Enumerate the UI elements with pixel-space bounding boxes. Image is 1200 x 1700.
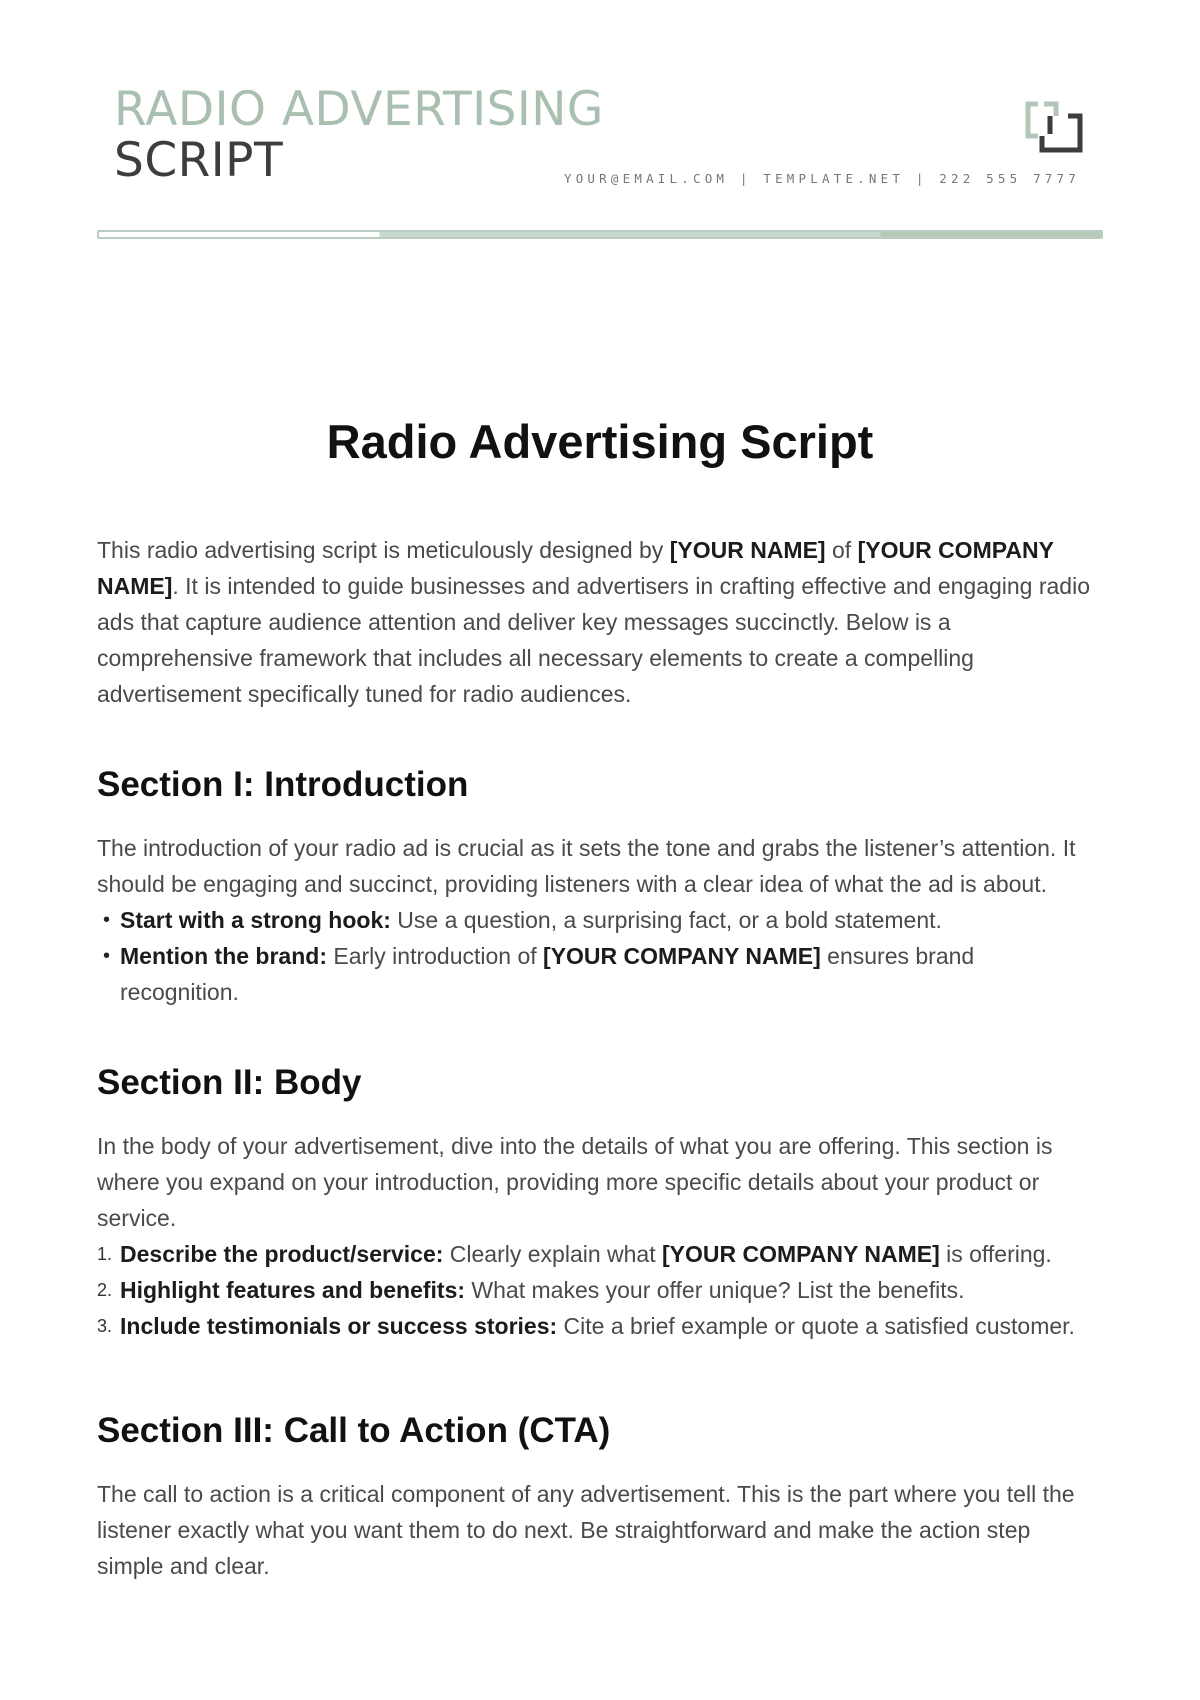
section-cta-paragraph: The call to action is a critical component of any advertisement. This is the part where you tell the listener exactly what you want them to do next. Be straightforward and make the action step simple and clear. xyxy=(97,1481,1075,1579)
document-title: Radio Advertising Script xyxy=(326,415,874,468)
list-item-text: is offering. xyxy=(939,1241,1052,1267)
section-introduction-paragraph: The introduction of your radio ad is crucial as it sets the tone and grabs the listener’s attention. It should be engaging and succinct, providing listeners with a clear idea of what the ad is about. xyxy=(97,835,1076,897)
intro-text: . It is intended to guide businesses and advertisers in crafting effective and engaging radio ads that capture audience attention and deliver key messages succinctly. Below is a comprehensive framework that includes all necessary elements to create a compelling advertisement specifically tuned for radio audiences. xyxy=(97,573,1090,707)
list-item xyxy=(97,1272,1097,1308)
section-introduction-list xyxy=(97,902,1097,1010)
header-title xyxy=(114,82,604,188)
company-name-placeholder: [YOUR COMPANY NAME] xyxy=(543,943,821,969)
section-introduction-heading: Section I: Introduction xyxy=(97,765,469,804)
section-body-paragraph: In the body of your advertisement, dive into the details of what you are offering. This section is where you expand on your introduction, providing more specific details about your product or service. xyxy=(97,1133,1053,1231)
intro-text: This radio advertising script is meticulously designed by xyxy=(97,537,670,563)
bullet-marker: • xyxy=(103,945,111,967)
bullet-marker: • xyxy=(103,909,111,931)
header-title-line1: RADIO ADVERTISING xyxy=(114,82,604,137)
list-item-label: Mention the brand: xyxy=(120,943,327,969)
contact-line xyxy=(564,171,1080,186)
list-item xyxy=(97,938,1097,1010)
document-body xyxy=(97,532,1097,1584)
your-name-placeholder: [YOUR NAME] xyxy=(669,537,826,563)
list-item-text: ensures brand recognition. xyxy=(120,943,975,1005)
list-item-text: Use a question, a surprising fact, or a bold statement. xyxy=(390,907,942,933)
header-divider xyxy=(97,230,1103,239)
contact-website: TEMPLATE.NET xyxy=(763,171,905,186)
list-item-text: Early introduction of xyxy=(326,943,544,969)
list-item xyxy=(97,1308,1097,1344)
section-cta-heading: Section III: Call to Action (CTA) xyxy=(97,1411,611,1450)
list-number: 3. xyxy=(97,1316,113,1336)
company-name-placeholder: [YOUR COMPANY NAME] xyxy=(97,537,1054,599)
list-item xyxy=(97,1236,1097,1272)
intro-text: of xyxy=(825,537,858,563)
contact-email: YOUR@EMAIL.COM xyxy=(563,171,729,186)
contact-phone: 222 555 7777 xyxy=(939,171,1080,186)
list-item-label: Include testimonials or success stories: xyxy=(120,1313,558,1339)
list-item-text: Clearly explain what xyxy=(443,1241,663,1267)
header-title-line2: SCRIPT xyxy=(114,133,284,188)
list-number: 1. xyxy=(97,1244,113,1264)
section-body-list xyxy=(97,1236,1097,1344)
contact-separator: | xyxy=(915,171,928,186)
list-item-label: Describe the product/service: xyxy=(120,1241,444,1267)
section-body-heading: Section II: Body xyxy=(97,1063,362,1102)
bracket-logo-icon xyxy=(1022,100,1084,156)
list-item-text: What makes your offer unique? List the benefits. xyxy=(465,1277,965,1303)
list-item-label: Start with a strong hook: xyxy=(120,907,391,933)
list-number: 2. xyxy=(97,1280,113,1300)
list-item xyxy=(97,902,1097,938)
list-item-text: Cite a brief example or quote a satisfied customer. xyxy=(557,1313,1075,1339)
contact-separator: | xyxy=(739,171,752,186)
intro-paragraph xyxy=(97,532,1097,712)
list-item-label: Highlight features and benefits: xyxy=(120,1277,466,1303)
company-name-placeholder: [YOUR COMPANY NAME] xyxy=(662,1241,940,1267)
